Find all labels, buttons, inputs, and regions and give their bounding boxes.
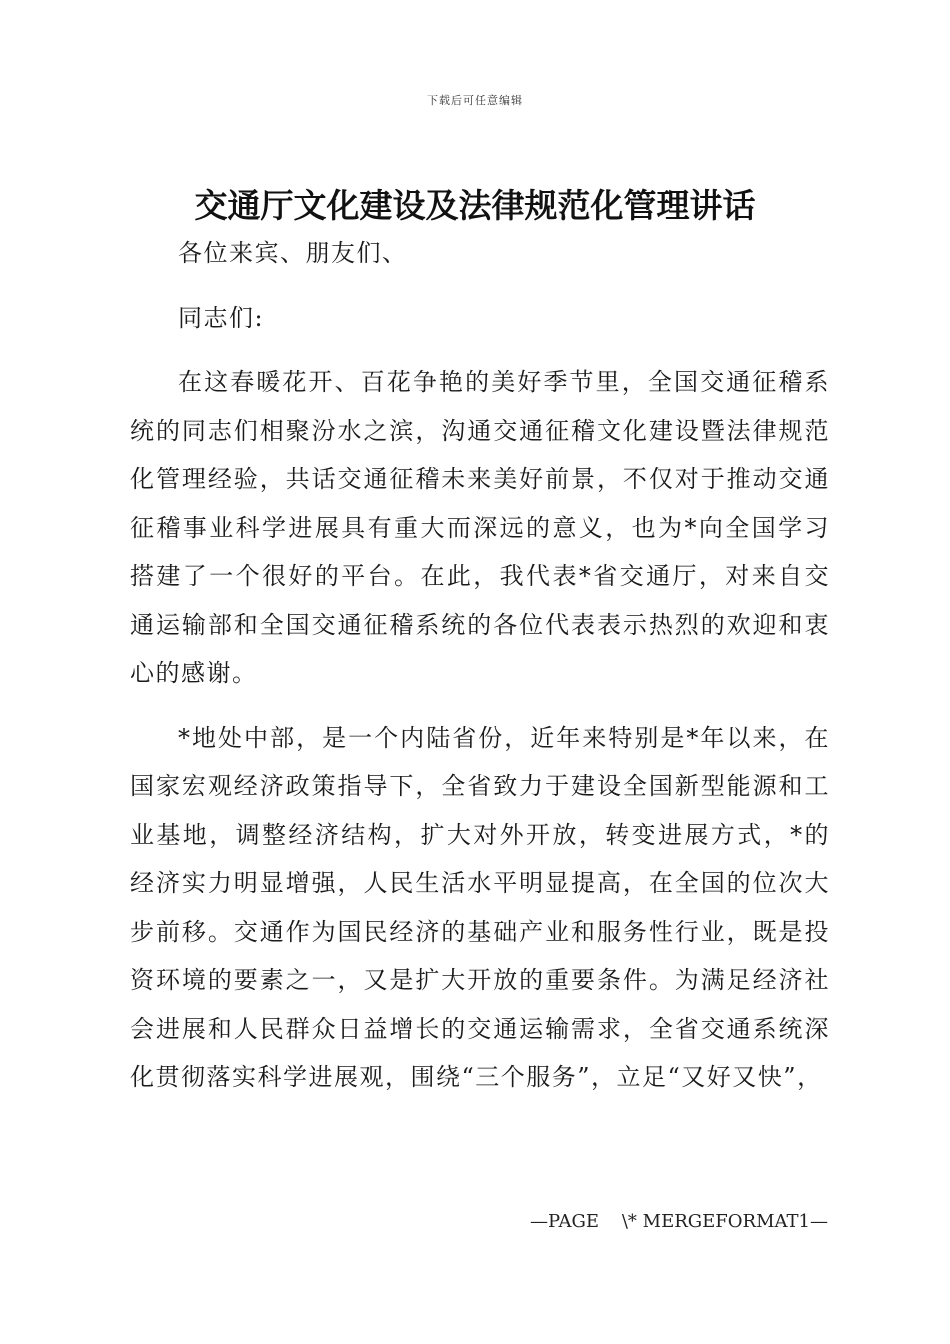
page-number-field: —PAGE \* MERGEFORMAT1— [530, 1211, 828, 1232]
header-note: 下载后可任意编辑 [427, 94, 523, 107]
salutation-comrades: 同志们: [178, 303, 265, 332]
salutation-guests: 各位来宾、朋友们、 [178, 239, 408, 267]
document-title: 交通厅文化建设及法律规范化管理讲话 [194, 186, 756, 225]
paragraph-2: *地处中部，是一个内陆省份，近年来特别是*年以来，在国家宏观经济政策指导下，全省致力于建设全国新型能源和工业基地，调整经济结构，扩大对外开放，转变进展方式，*的经济实力明显增强，人民生活水平明显提高，在全国的位次大步前移。交通作为国民经济的基础产业和服务性行业，既是投资环境的要素之一，又是扩大开放的重要条件。为满足经济社会进展和人民群众日益增长的交通运输需求，全省交通系统深化贯彻落实科学进展观，围绕“三个服务”，立足“又好又快”， [130, 723, 830, 1091]
document-body [130, 229, 830, 1118]
paragraph-1: 在这春暖花开、百花争艳的美好季节里，全国交通征稽系统的同志们相聚汾水之滨，沟通交通征稽文化建设暨法律规范化管理经验，共话交通征稽未来美好前景，不仅对于推动交通征稽事业科学进展具有重大而深远的意义，也为*向全国学习搭建了一个很好的平台。在此，我代表*省交通厅，对来自交通运输部和全国交通征稽系统的各位代表表示热烈的欢迎和衷心的感谢。 [130, 368, 830, 687]
